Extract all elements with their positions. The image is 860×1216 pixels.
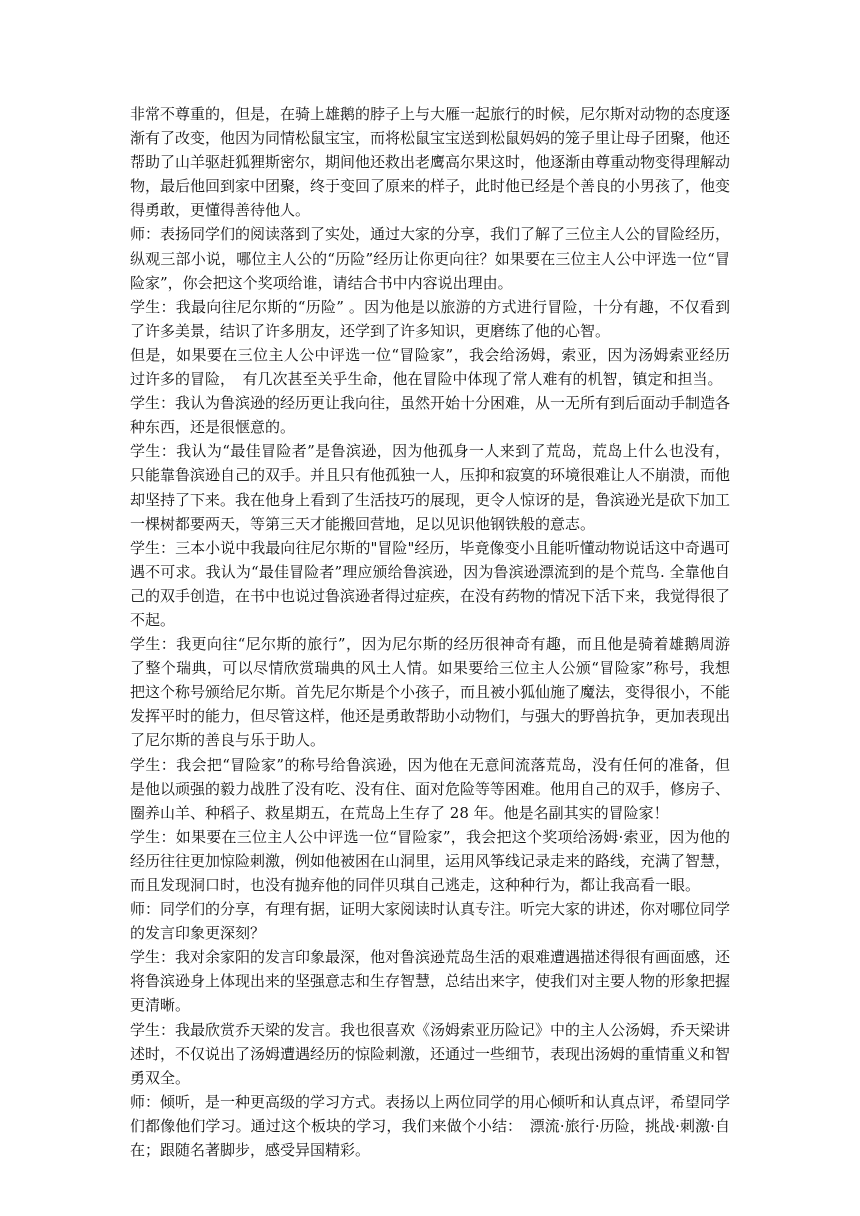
document-body bbox=[130, 102, 730, 1162]
paragraph-5: 学生：我认为鲁滨逊的经历更让我向往，虽然开始十分困难，从一无所有到后面动手制造各种东西，还是很惬意的。 bbox=[130, 394, 731, 437]
paragraph-14: 师：倾听，是一种更高级的学习方式。表扬以上两位同学的用心倾听和认真点评，希望同学们都像他们学习。通过这个板块的学习，我们来做个小结： 漂流·旅行·历险，挑战·刺激·自在；跟随名著脚步，感受异国精彩。 bbox=[130, 1092, 731, 1160]
paragraph-1: 非常不尊重的，但是，在骑上雄鹅的脖子上与大雁一起旅行的时候，尼尔斯对动物的态度逐渐有了改变，他因为同情松鼠宝宝，而将松鼠宝宝送到松鼠妈妈的笼子里让母子团聚，他还帮助了山羊驱赶狐狸斯密尔，期间他还救出老鹰高尔果这时，他逐渐由尊重动物变得理解动物，最后他回到家中团聚，终于变回了原来的样子，此时他已经是个善良的小男孩了，他变得勇敢，更懂得善待他人。 bbox=[130, 105, 731, 220]
paragraph-12: 学生：我对余家阳的发言印象最深，他对鲁滨逊荒岛生活的艰难遭遇描述得很有画面感，还将鲁滨逊身上体现出来的坚强意志和生存智慧，总结出来字，使我们对主要人物的形象把握更清晰。 bbox=[130, 948, 731, 1015]
paragraph-9: 学生：我会把“冒险家”的称号给鲁滨逊，因为他在无意间流落荒岛，没有任何的准备，但是他以顽强的毅力战胜了没有吃、没有住、面对危险等等困难。他用自己的双手，修房子、圈养山羊、种稻子、救星期五，在荒岛上生存了 28 年。他是名副其实的冒险家！ bbox=[130, 755, 731, 822]
paragraph-2: 师：表扬同学们的阅读落到了实处，通过大家的分享，我们了解了三位主人公的冒险经历，纵观三部小说，哪位主人公的“历险”经历让你更向往？如果要在三位主人公中评选一位“冒险家”，你会把这个奖项给谁，请结合书中内容说出理由。 bbox=[130, 225, 731, 292]
paragraph-4: 但是，如果要在三位主人公中评选一位“冒险家”，我会给汤姆，索亚，因为汤姆索亚经历过许多的冒险， 有几次甚至关乎生命，他在冒险中体现了常人难有的机智，镇定和担当。 bbox=[130, 345, 730, 389]
paragraph-7: 学生：三本小说中我最向往尼尔斯的"冒险"经历，毕竟像变小且能听懂动物说话这中奇遇可遇不可求。我认为“最佳冒险者”理应颁给鲁滨逊，因为鲁滨逊漂流到的是个荒鸟. 全靠他自己的双手创造，在书中也说过鲁滨逊者得过症疾，在没有药物的情况下活下来，我觉得很了不起。 bbox=[130, 538, 731, 629]
paragraph-8: 学生：我更向往“尼尔斯的旅行”，因为尼尔斯的经历很神奇有趣，而且他是骑着雄鹅周游了整个瑞典，可以尽情欣赏瑞典的风土人情。如果要给三位主人公颁“冒险家”称号，我想把这个称号颁给尼尔斯。首先尼尔斯是个小孩子，而且被小狐仙施了魔法，变得很小，不能发挥平时的能力，但尽管这样，他还是勇敢帮助小动物们，与强大的野兽抗争，更加表现出了尼尔斯的善良与乐于助人。 bbox=[130, 635, 731, 750]
paragraph-6: 学生：我认为“最佳冒险者”是鲁滨逊，因为他孤身一人来到了荒岛，荒岛上什么也没有，只能靠鲁滨逊自己的双手。并且只有他孤独一人，压抑和寂寞的环境很难让人不崩溃，而他却坚持了下来。我在他身上看到了生活技巧的展现，更令人惊讶的是，鲁滨逊光是砍下加工一棵树都要两天，等第三天才能搬回营地，足以见识他钢铁般的意志。 bbox=[130, 442, 731, 533]
paragraph-3: 学生：我最向往尼尔斯的“历险” 。因为他是以旅游的方式进行冒险，十分有趣，不仅看到了许多美景，结识了许多朋友，还学到了许多知识，更磨练了他的心智。 bbox=[130, 297, 730, 340]
paragraph-10: 学生：如果要在三位主人公中评选一位“冒险家”，我会把这个奖项给汤姆·索亚，因为他的经历往往更加惊险刺激，例如他被困在山洞里，运用风筝线记录走来的路线，充满了智慧，而且发现洞口时，也没有抛弃他的同伴贝琪自己逃走，这种种行为，都让我高看一眼。 bbox=[130, 827, 731, 894]
paragraph-11: 师：同学们的分享，有理有据，证明大家阅读时认真专注。听完大家的讲述，你对哪位同学的发言印象更深刻？ bbox=[130, 900, 731, 943]
paragraph-13: 学生：我最欣赏乔天梁的发言。我也很喜欢《汤姆索亚历险记》中的主人公汤姆，乔天梁讲述时，不仅说出了汤姆遭遇经历的惊险刺激，还通过一些细节，表现出汤姆的重情重义和智勇双全。 bbox=[130, 1020, 731, 1087]
